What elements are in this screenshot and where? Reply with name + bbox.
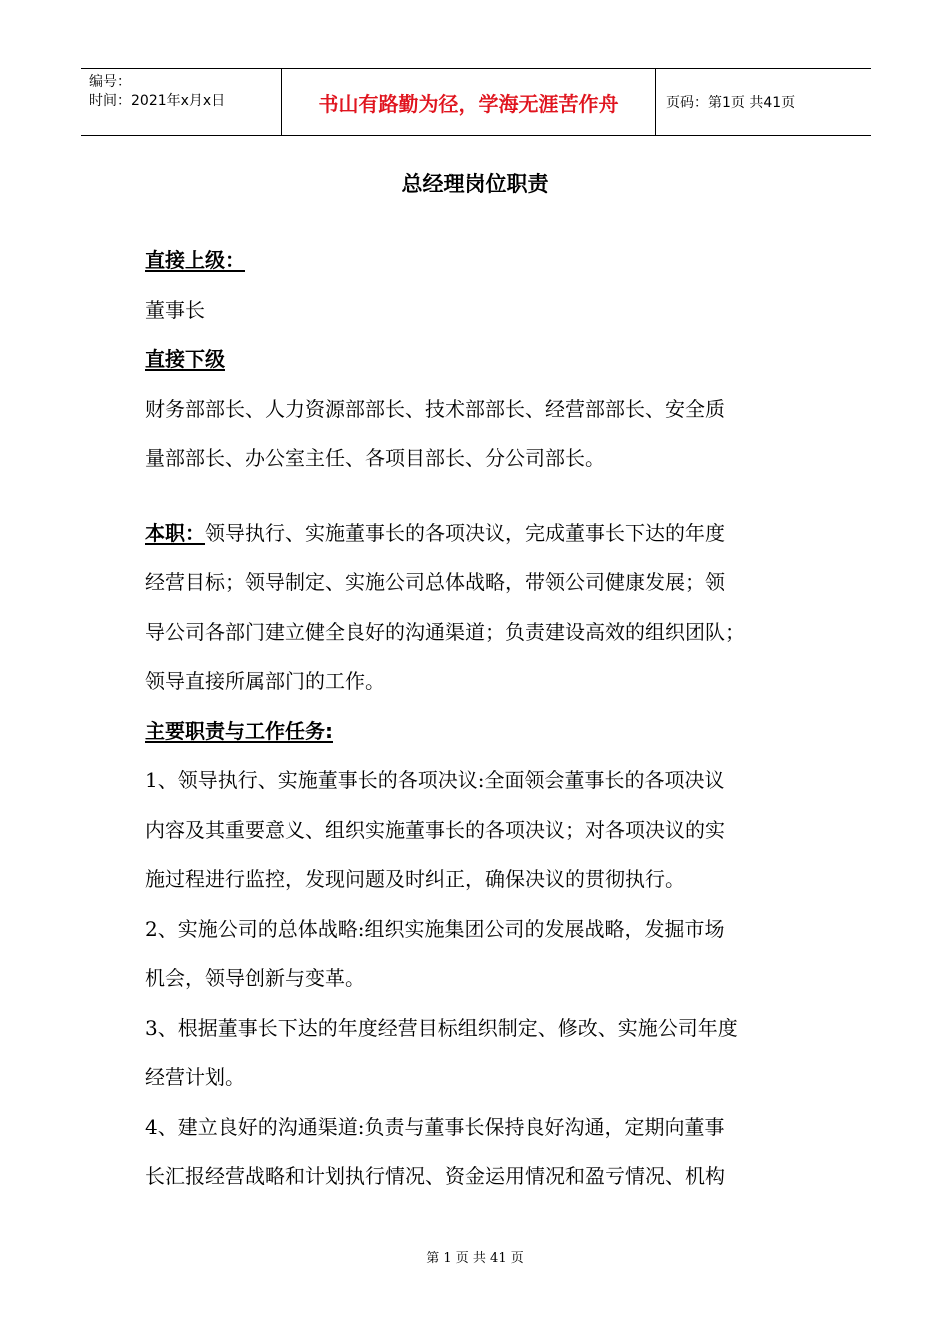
main-duty-line: 2、实施公司的总体战略:组织实施集团公司的发展战略，发掘市场	[145, 916, 725, 941]
subordinate-line: 量部部长、办公室主任、各项目部长、分公司部长。	[145, 446, 605, 470]
subordinate-heading: 直接下级	[145, 347, 225, 371]
duty-line: 领导执行、实施董事长的各项决议，完成董事长下达的年度	[205, 520, 725, 545]
main-duty-line: 长汇报经营战略和计划执行情况、资金运用情况和盈亏情况、机构	[145, 1164, 725, 1188]
main-duty-line: 内容及其重要意义、组织实施董事长的各项决议；对各项决议的实	[145, 817, 725, 842]
main-duty-line: 1、领导执行、实施董事长的各项决议:全面领会董事长的各项决议	[145, 768, 725, 792]
paragraph-gap	[145, 484, 825, 509]
main-duty-line: 3、根据董事长下达的年度经营目标组织制定、修改、实施公司年度	[145, 1015, 738, 1040]
subordinate-line: 财务部部长、人力资源部部长、技术部部长、经营部部长、安全质	[145, 396, 725, 421]
document-date: 时间：2021年x月x日	[89, 93, 226, 109]
header-page-info: 页码：第1页 共41页	[666, 95, 796, 111]
main-duty-line: 机会，领导创新与变革。	[145, 966, 365, 990]
superior-value: 董事长	[145, 297, 205, 322]
duty-label: 本职：	[145, 520, 205, 545]
main-duties-heading: 主要职责与工作任务:	[145, 718, 333, 743]
main-duty-line: 施过程进行监控，发现问题及时纠正，确保决议的贯彻执行。	[145, 867, 685, 891]
document-number-label: 编号：	[89, 74, 131, 90]
duty-line: 领导直接所属部门的工作。	[145, 669, 385, 693]
main-duty-line: 4、建立良好的沟通渠道:负责与董事长保持良好沟通，定期向董事	[145, 1114, 725, 1139]
header-meta-cell	[81, 69, 282, 135]
duty-line: 经营目标；领导制定、实施公司总体战略，带领公司健康发展；领	[145, 570, 725, 594]
duty-paragraph-first-line	[145, 509, 825, 559]
page-footer: 第 1 页 共 41 页	[426, 1251, 524, 1266]
header-slogan: 书山有路勤为径，学海无涯苦作舟	[282, 69, 656, 135]
document-body	[145, 236, 825, 1202]
main-duty-line: 经营计划。	[145, 1065, 245, 1089]
duty-line: 导公司各部门建立健全良好的沟通渠道；负责建设高效的组织团队；	[145, 619, 745, 644]
document-title: 总经理岗位职责	[401, 172, 549, 196]
superior-heading: 直接上级：	[145, 248, 245, 272]
header-table	[81, 68, 871, 136]
